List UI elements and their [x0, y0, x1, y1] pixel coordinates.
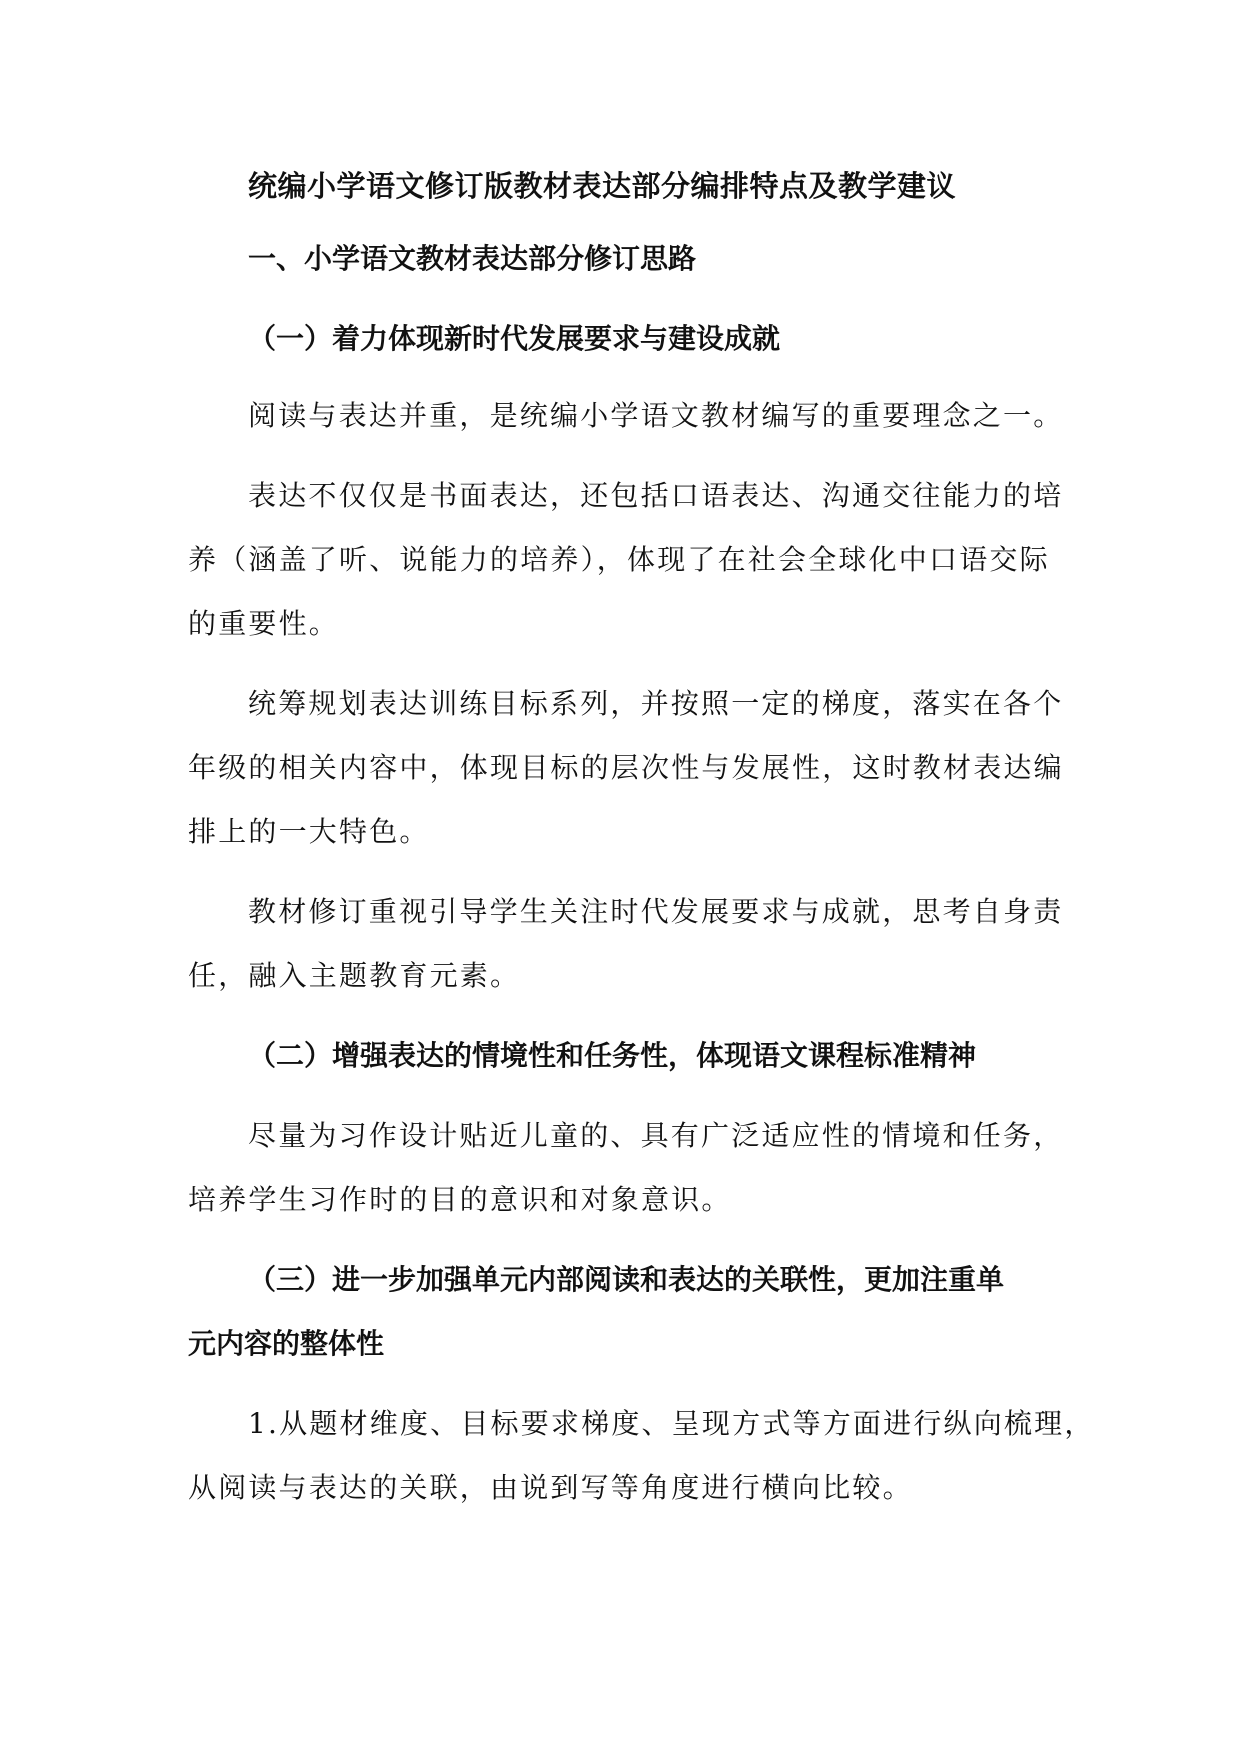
paragraph-line: 养（涵盖了听、说能力的培养），体现了在社会全球化中口语交际	[188, 543, 1050, 576]
subsection-heading-3: （三）进一步加强单元内部阅读和表达的关联性，更加注重单	[248, 1263, 1005, 1296]
subsection-heading-3-cont: 元内容的整体性	[188, 1327, 385, 1360]
paragraph-line: 任，融入主题教育元素。	[188, 959, 521, 992]
paragraph-line: 年级的相关内容中，体现目标的层次性与发展性，这时教材表达编	[188, 751, 1064, 784]
paragraph-line: 的重要性。	[188, 607, 340, 640]
subsection-heading-2: （二）增强表达的情境性和任务性，体现语文课程标准精神	[248, 1039, 977, 1072]
paragraph-line: 尽量为习作设计贴近儿童的、具有广泛适应性的情境和任务，	[248, 1119, 1064, 1152]
paragraph-line: 培养学生习作时的目的意识和对象意识。	[188, 1183, 732, 1216]
paragraph-line: 表达不仅仅是书面表达，还包括口语表达、沟通交往能力的培	[248, 479, 1064, 512]
paragraph-line: 排上的一大特色。	[188, 815, 430, 848]
paragraph-line: 1.从题材维度、目标要求梯度、呈现方式等方面进行纵向梳理，	[248, 1407, 1095, 1440]
subsection-heading-1: （一）着力体现新时代发展要求与建设成就	[248, 322, 781, 355]
document-title: 统编小学语文修订版教材表达部分编排特点及教学建议	[248, 169, 957, 203]
paragraph-line: 从阅读与表达的关联，由说到写等角度进行横向比较。	[188, 1471, 913, 1504]
paragraph-line: 教材修订重视引导学生关注时代发展要求与成就，思考自身责	[248, 895, 1064, 928]
paragraph-line: 阅读与表达并重，是统编小学语文教材编写的重要理念之一。	[248, 399, 1064, 432]
section-heading-1: 一、小学语文教材表达部分修订思路	[248, 242, 697, 275]
paragraph-line: 统筹规划表达训练目标系列，并按照一定的梯度，落实在各个	[248, 687, 1064, 720]
